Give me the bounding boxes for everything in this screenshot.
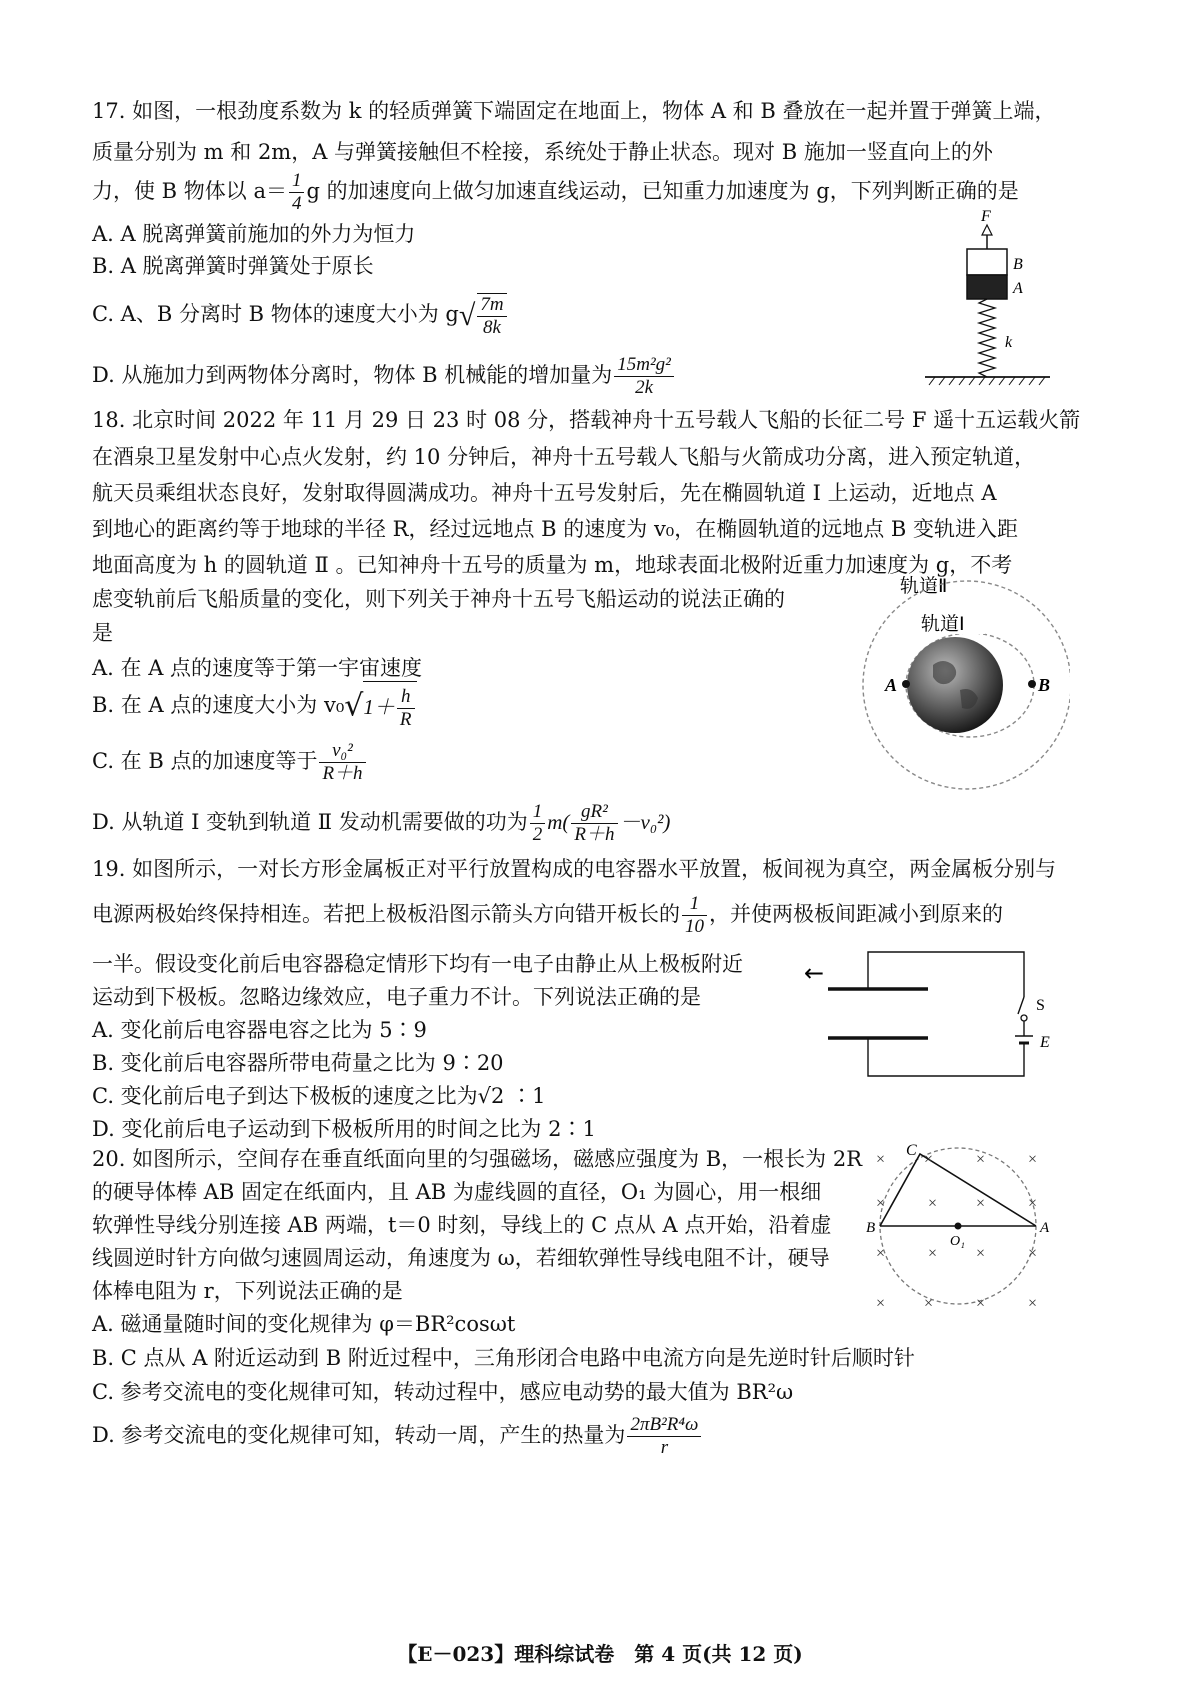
svg-text:×: × [876, 1245, 886, 1262]
svg-text:×: × [924, 1295, 934, 1312]
spring [979, 299, 995, 377]
q17-text: g 的加速度向上做匀加速直线运动，已知重力加速度为 g，下列判断正确的是 [306, 179, 1019, 203]
q20-line: 的硬导体棒 AB 固定在纸面内，且 AB 为虚线圆的直径，O₁ 为圆心，用一根细 [92, 1180, 822, 1204]
q18-line: 虑变轨前后飞船质量的变化，则下列关于神舟十五号飞船运动的说法正确的 [92, 587, 785, 611]
orbit-figure [855, 570, 1070, 790]
q18-line: 航天员乘组状态良好，发射取得圆满成功。神舟十五号发射后，先在椭圆轨道 Ⅰ 上运动，近地点 A [92, 481, 997, 505]
q18-line: 到地心的距离约等于地球的半径 R，经过远地点 B 的速度为 v₀，在椭圆轨道的远地点 B 变轨进入距 [92, 517, 1019, 541]
svg-text:B: B [866, 1220, 876, 1236]
q19-line: 19. 如图所示，一对长方形金属板正对平行放置构成的电容器水平放置，板间视为真空，两金属板分别与 [92, 857, 1057, 881]
svg-text:×: × [876, 1295, 886, 1312]
q19-line: 一半。假设变化前后电容器稳定情形下均有一电子由静止从上极板附近 [92, 952, 743, 976]
wire [880, 1154, 1036, 1226]
svg-text:S: S [1036, 997, 1045, 1014]
switch [1018, 997, 1024, 1014]
magnetic-field-figure [860, 1140, 1070, 1315]
block-a [967, 275, 1007, 299]
q18-option-c: C. 在 B 点的加速度等于 $\frac{\text{v₀²}}{R+h}$ [92, 736, 368, 786]
q18-line: 在酒泉卫星发射中心点火发射，约 10 分钟后，神舟十五号载人飞船与火箭成功分离，进入预定轨道， [92, 445, 1036, 469]
q20-option-d: D. 参考交流电的变化规律可知，转动一周，产生的热量为 $\frac{\text{2πB²R⁴ω}}{r}$ [92, 1410, 703, 1460]
q19-option-d: D. 变化前后电子运动到下极板所用的时间之比为 2∶1 [92, 1117, 596, 1141]
q20-option-b: B. C 点从 A 附近运动到 B 附近过程中，三角形闭合电路中电流方向是先逆时针后顺时针 [92, 1346, 915, 1370]
spring-figure [915, 205, 1055, 420]
svg-text:A: A [1013, 280, 1023, 297]
q18-line: 是 [92, 621, 113, 645]
q19-option-a: A. 变化前后电容器电容之比为 5∶9 [92, 1018, 427, 1042]
q19-option-c: C. 变化前后电子到达下极板的速度之比为√2 ∶1 [92, 1084, 546, 1108]
q20-line: 体棒电阻为 r，下列说法正确的是 [92, 1279, 403, 1303]
fraction: $\frac{1}{4}$ [289, 170, 305, 215]
svg-text:O₁: O₁ [950, 1234, 965, 1249]
svg-text:×: × [1028, 1295, 1038, 1312]
q18-option-b: B. 在 A 点的速度大小为 v₀√1＋ $\frac{h}{R}$ [92, 680, 417, 732]
svg-text:C: C [906, 1142, 917, 1159]
earth [907, 637, 1003, 733]
svg-text:×: × [876, 1195, 886, 1212]
q18-line: 18. 北京时间 2022 年 11 月 29 日 23 时 08 分，搭载神舟十五号载人飞船的长征二号 F 遥十五运载火箭 [92, 408, 1081, 432]
q17-text: 力，使 B 物体以 a＝ [92, 179, 287, 203]
q18-line: 地面高度为 h 的圆轨道 Ⅱ 。已知神舟十五号的质量为 m，地球表面北极附近重力加速度为 g，不考 [92, 553, 1013, 577]
fraction: $\frac{\text{15m²g²}}{2k}$ [614, 354, 674, 399]
sqrt: √ $\frac{7m}{8k}$ [459, 292, 509, 339]
q20-option-a: A. 磁通量随时间的变化规律为 φ＝BR²cosωt [92, 1312, 516, 1336]
q19-line: 电源两极始终保持相连。若把上极板沿图示箭头方向错开板长的 $\frac{1}{10}$ ，并使两极板间距减小到原来的 [92, 893, 1003, 937]
q20-option-c: C. 参考交流电的变化规律可知，转动过程中，感应电动势的最大值为 BR²ω [92, 1380, 794, 1404]
svg-text:×: × [1028, 1151, 1038, 1168]
q17-option-a: A. A 脱离弹簧前施加的外力为恒力 [92, 222, 416, 246]
q17-line [92, 170, 1019, 215]
svg-text:×: × [928, 1245, 938, 1262]
q18-option-d: D. 从轨道 Ⅰ 变轨到轨道 Ⅱ 发动机需要做的功为 $\frac{1}{2}$ m( $\frac{\text{gR²}}{R+h}$ －v₀²) [92, 801, 671, 845]
svg-text:×: × [976, 1295, 986, 1312]
svg-text:E: E [1040, 1034, 1050, 1051]
svg-text:轨道Ⅱ: 轨道Ⅱ [900, 575, 948, 597]
svg-text:×: × [928, 1195, 938, 1212]
q17-option-b: B. A 脱离弹簧时弹簧处于原长 [92, 254, 374, 278]
q20-line: 线圆逆时针方向做匀速圆周运动，角速度为 ω，若细软弹性导线电阻不计，硬导 [92, 1246, 830, 1270]
q17-line: 17. 如图，一根劲度系数为 k 的轻质弹簧下端固定在地面上，物体 A 和 B 叠放在一起并置于弹簧上端， [92, 99, 1056, 123]
svg-text:B: B [1038, 675, 1051, 695]
svg-text:B: B [1013, 256, 1023, 273]
block-b [967, 249, 1007, 275]
svg-text:×: × [876, 1151, 886, 1168]
svg-text:×: × [976, 1151, 986, 1168]
q18-option-a: A. 在 A 点的速度等于第一宇宙速度 [92, 656, 423, 680]
svg-text:×: × [1028, 1245, 1038, 1262]
svg-text:×: × [1028, 1195, 1038, 1212]
svg-text:k: k [1005, 334, 1013, 351]
force-label: F [981, 208, 991, 225]
capacitor-figure [800, 940, 1060, 1085]
page-footer: 【E－023】理科综试卷 第 4 页(共 12 页) [397, 1642, 803, 1666]
field-crosses [876, 1151, 1037, 1312]
svg-text:×: × [976, 1245, 986, 1262]
q20-line: 20. 如图所示，空间存在垂直纸面向里的匀强磁场，磁感应强度为 B，一根长为 2R [92, 1147, 863, 1171]
svg-text:轨道Ⅰ: 轨道Ⅰ [921, 613, 965, 635]
svg-text:A: A [885, 675, 898, 695]
q19-option-b: B. 变化前后电容器所带电荷量之比为 9∶20 [92, 1051, 504, 1075]
svg-text:A: A [1040, 1220, 1050, 1236]
svg-text:←: ← [804, 959, 825, 987]
q19-line: 运动到下极板。忽略边缘效应，电子重力不计。下列说法正确的是 [92, 985, 701, 1009]
q20-line: 软弹性导线分别连接 AB 两端，t＝0 时刻，导线上的 C 点从 A 点开始，沿着虚 [92, 1213, 832, 1237]
svg-text:×: × [924, 1151, 934, 1168]
q17-option-d: D. 从施加力到两物体分离时，物体 B 机械能的增加量为 $\frac{\text{15m²g²}}{2k}$ [92, 353, 676, 399]
svg-text:×: × [976, 1195, 986, 1212]
q17-option-c: C. A、B 分离时 B 物体的速度大小为 g√ $\frac{7m}{8k}$ [92, 292, 509, 339]
q17-line: 质量分别为 m 和 2m，A 与弹簧接触但不栓接，系统处于静止状态。现对 B 施加一竖直向上的外 [92, 140, 993, 164]
